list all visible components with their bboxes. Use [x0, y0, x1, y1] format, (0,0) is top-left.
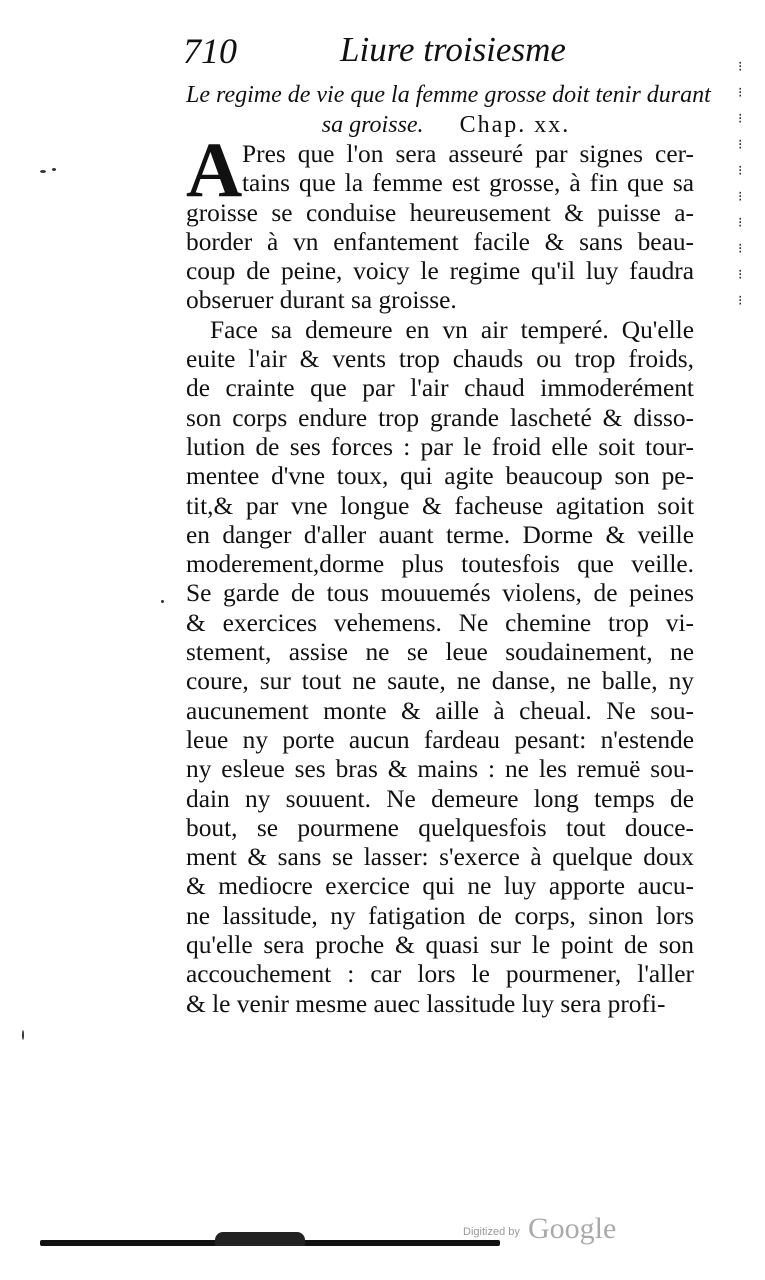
ink-speck — [161, 600, 164, 603]
chapter-title — [186, 80, 711, 140]
text-line: coup de peine, voicy le regime qu'il luy faudra — [186, 257, 694, 286]
text-line: border à vn enfantement facile & sans beau- — [186, 227, 694, 256]
ink-speck — [40, 170, 46, 173]
page-edge-blob — [215, 1232, 305, 1246]
margin-mark: ⁝ — [738, 164, 743, 179]
text-line: son corps endure trop grande lascheté & disso- — [186, 403, 694, 432]
margin-mark: ⁝ — [738, 86, 743, 101]
text-line: obseruer durant sa groisse. — [186, 286, 457, 315]
text-line: Se garde de tous mouuemés violens, de peines — [186, 579, 694, 608]
page-number: 710 — [183, 31, 237, 71]
text-line: en danger d'aller auant terme. Dorme & veille — [186, 520, 694, 549]
margin-mark: ⁝ — [738, 242, 743, 257]
margin-mark: ⁝ — [738, 268, 743, 283]
margin-mark: ⁝ — [738, 60, 743, 75]
margin-mark: ⁝ — [738, 294, 743, 309]
margin-mark: ⁝ — [738, 190, 743, 205]
margin-mark: ⁝ — [738, 138, 743, 153]
margin-mark: ⁝ — [738, 112, 743, 127]
text-line: bout, se pourmene quelquesfois tout douce- — [186, 813, 694, 842]
text-line: de crainte que par l'air chaud immoderément — [186, 374, 694, 403]
text-line: euite l'air & vents trop chauds ou trop froids, — [186, 345, 694, 374]
body-text — [186, 126, 694, 1019]
text-line: ne lassitude, ny fatigation de corps, sinon lors — [186, 901, 694, 930]
text-line: tains que la femme est grosse, à fin que sa — [242, 169, 694, 198]
text-line: qu'elle sera proche & quasi sur le point de son — [186, 931, 694, 960]
text-line: mentee d'vne toux, qui agite beaucoup son pe- — [186, 462, 694, 491]
chapter-label: Chap. xx. — [459, 112, 571, 138]
text-line: tit,& par vne longue & facheuse agitation soit — [186, 491, 694, 520]
drop-cap: A — [186, 126, 243, 213]
running-title: Liure troisiesme — [340, 30, 566, 69]
text-line: aucunement monte & aille à cheual. Ne sou- — [186, 696, 694, 725]
text-line: stement, assise ne se leue soudainement, ne — [186, 638, 694, 667]
text-line: & mediocre exercice qui ne luy apporte aucu- — [186, 872, 694, 901]
text-line: & le venir mesme auec lassitude luy sera profi- — [186, 989, 666, 1018]
digitized-by-label: Digitized by — [463, 1226, 520, 1238]
text-line: ny esleue ses bras & mains : ne les remuë sou- — [186, 755, 694, 784]
text-line: groisse se conduise heureusement & puisse a- — [186, 198, 694, 227]
text-line: accouchement : car lors le pourmener, l'aller — [186, 960, 694, 989]
text-line: & exercices vehemens. Ne chemine trop vi- — [186, 608, 694, 637]
ink-speck — [22, 1030, 24, 1040]
text-line: leue ny porte aucun fardeau pesant: n'estende — [186, 725, 694, 754]
margin-marks — [738, 55, 758, 315]
text-line: coure, sur tout ne saute, ne danse, ne balle, ny — [186, 667, 694, 696]
text-line: moderement,dorme plus toutesfois que veille. — [186, 550, 694, 579]
chapter-title-line-1: Le regime de vie que la femme grosse doit tenir durant — [186, 82, 711, 108]
chapter-title-line-2-text: sa groisse. — [321, 112, 424, 138]
margin-mark: ⁝ — [738, 216, 743, 231]
ink-speck — [52, 168, 56, 171]
text-line: Face sa demeure en vn air temperé. Qu'elle — [210, 315, 694, 344]
google-watermark: Google — [528, 1212, 617, 1245]
text-line: Pres que l'on sera asseuré par signes cer- — [242, 140, 694, 168]
text-line: ment & sans se lasser: s'exerce à quelque doux — [186, 843, 694, 872]
text-line: lution de ses forces : par le froid elle soit tour- — [186, 432, 694, 461]
chapter-title-line-2 — [186, 110, 706, 140]
text-line: dain ny souuent. Ne demeure long temps de — [186, 784, 694, 813]
